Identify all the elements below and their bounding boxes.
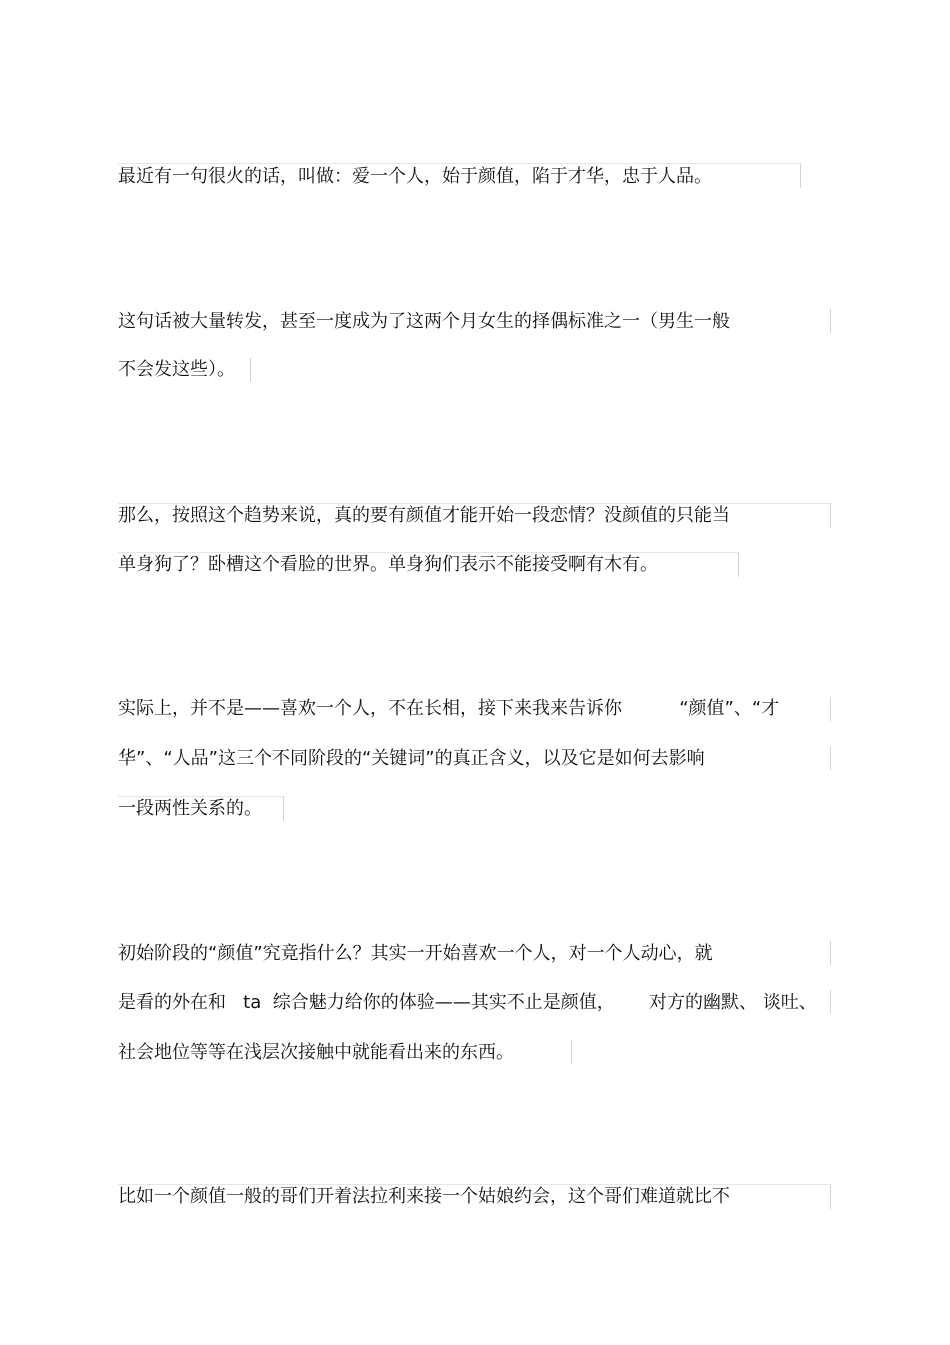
- paragraph-1-line-1: 最近有一句很火的话，叫做：爱一个人，始于颜值，陷于才华，忠于人品。: [118, 166, 712, 187]
- paragraph-5-line-1: 初始阶段的“颜值”究竟指什么？其实一开始喜欢一个人，对一个人动心，就: [118, 943, 713, 964]
- paragraph-4-line-3: 一段两性关系的。: [118, 798, 262, 819]
- paragraph-3-line-2: 单身狗了？卧槽这个看脸的世界。单身狗们表示不能接受啊有木有。: [118, 554, 658, 575]
- paragraph-5-line-3: 社会地位等等在浅层次接触中就能看出来的东西。: [118, 1042, 514, 1063]
- paragraph-4-line-2: 华”、“人品”这三个不同阶段的“关键词”的真正含义，以及它是如何去影响: [118, 748, 705, 769]
- paragraph-2-line-2: 不会发这些）。: [118, 359, 235, 380]
- paragraph-4-line-1: 实际上，并不是——喜欢一个人，不在长相，接下来我来告诉你 “颜值”、“才: [118, 698, 780, 719]
- paragraph-3-line-1: 那么，按照这个趋势来说，真的要有颜值才能开始一段恋情？没颜值的只能当: [118, 505, 730, 526]
- paragraph-5-line-2: 是看的外在和 ta 综合魅力给你的体验——其实不止是颜值， 对方的幽默、 谈吐、: [118, 992, 817, 1013]
- paragraph-2-line-1: 这句话被大量转发，甚至一度成为了这两个月女生的择偶标准之一（男生一般: [118, 311, 730, 332]
- paragraph-6-line-1: 比如一个颜值一般的哥们开着法拉利来接一个姑娘约会，这个哥们难道就比不: [118, 1186, 730, 1207]
